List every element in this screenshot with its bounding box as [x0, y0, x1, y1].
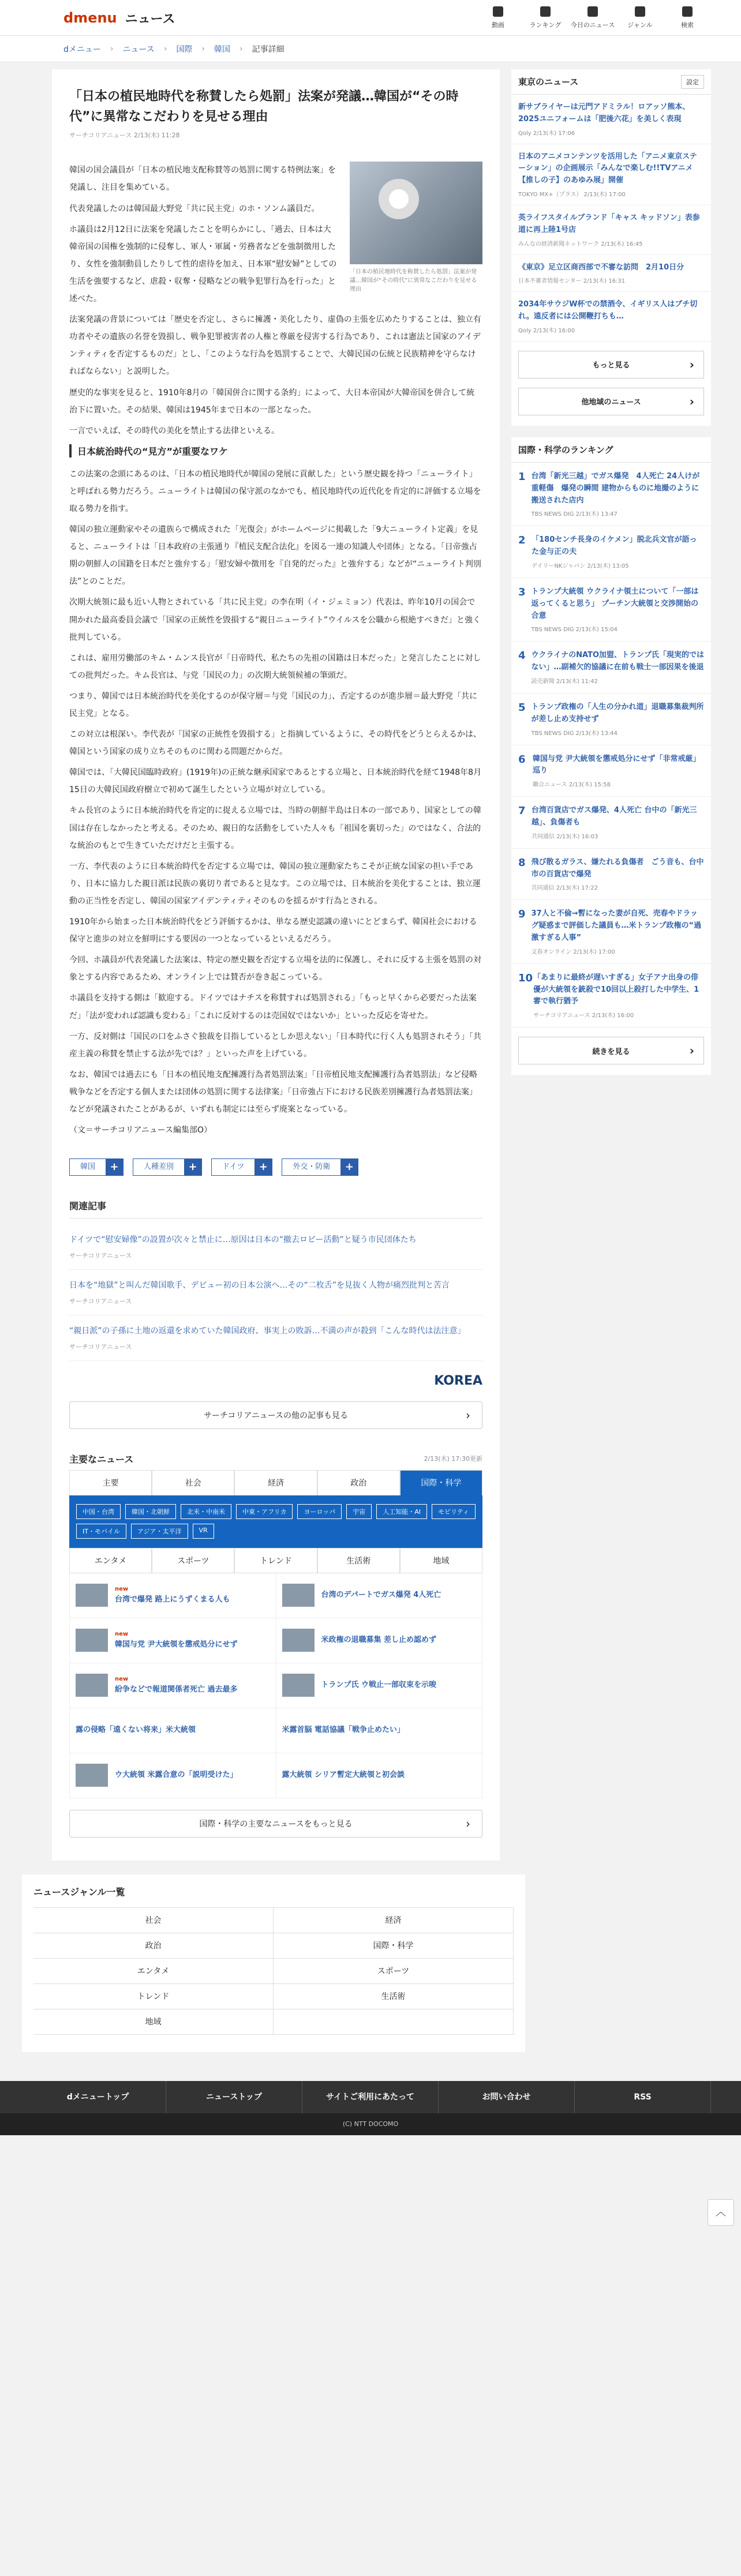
- subtag[interactable]: モビリティ: [432, 1504, 476, 1519]
- video-icon: [493, 6, 503, 17]
- subtag[interactable]: IT・モバイル: [76, 1524, 126, 1539]
- local-news-item[interactable]: 日本のアニメコンテンツを活用した「アニメ東京ステーション」の企画展示「みんなで楽しむ!!TVアニメ【推しの子】のあゆみ展」開催 TOKYO MX+（プラス） 2/13(木) 17:00: [511, 144, 711, 205]
- main-news-heading: 主要なニュース: [69, 1453, 134, 1465]
- genre-list: [22, 1874, 525, 2052]
- paragraph: この法案の念頭にあるのは、「日本の植民地時代が韓国の発展に貢献した」という歴史観を持つ「ニューライト」と呼ばれる勢力だろう。ニューライトは韓国の保守派のなかでも、植民地時代の近代化を肯定的に評価する立場を取る勢力を指す。: [69, 469, 481, 513]
- plus-icon[interactable]: +: [184, 1159, 201, 1175]
- dmenu-logo[interactable]: dmenu: [63, 10, 117, 26]
- genre-sports[interactable]: スポーツ: [274, 1959, 514, 1984]
- news-item[interactable]: new 台湾で爆発 路上にうずくまる人も: [70, 1573, 276, 1618]
- subtag[interactable]: 韓国・北朝鮮: [125, 1504, 176, 1519]
- genre-trend[interactable]: トレンド: [33, 1984, 274, 2009]
- more-articles-button[interactable]: サーチコリアニュースの他の記事も見る ›: [69, 1401, 482, 1429]
- thumbnail: [282, 1674, 315, 1697]
- grid-icon: [635, 6, 645, 17]
- subtag[interactable]: VR: [193, 1524, 214, 1539]
- paragraph: 一方、李代表のように日本統治時代を否定する立場では、韓国の独立運動家たちこそが正統な国家の担い手であり、日本に協力した親日派は民族の裏切り者であると見なす。この立場では、日本統治を美化することは、独立運動の正当性を否定し、韓国の国家アイデンティティそのものを揺るがす行為とされる。: [69, 861, 481, 906]
- news-item[interactable]: new 韓国与党 尹大統領を懲戒処分にせず: [70, 1618, 276, 1663]
- tag-diplomacy[interactable]: 外交・防衛 +: [282, 1158, 358, 1176]
- breadcrumb-korea[interactable]: 韓国: [214, 45, 231, 54]
- genre-life[interactable]: 生活術: [274, 1984, 514, 2009]
- footer-rss[interactable]: RSS: [575, 2081, 711, 2113]
- paragraph: ホ議員は2月12日に法案を発議したことを明らかにし、「過去、日本は大韓帝国の国権を強制的に侵奪し、軍人・軍属・労務者などを強制徴用したり、女性を強制動員したりして性的虐待を加え、日本軍“慰安婦”としての生活を強要するなど、虐殺・収奪・侵略などの戦争犯罪行為を行った」と述べた。: [69, 224, 337, 304]
- tab-entertainment[interactable]: エンタメ: [69, 1548, 152, 1573]
- tab-trend[interactable]: トレンド: [234, 1548, 317, 1573]
- breadcrumb: dメニュー › ニュース › 国際 › 韓国 › 記事詳細: [63, 44, 285, 54]
- subtag[interactable]: アジア・太平洋: [131, 1524, 188, 1539]
- breadcrumb-news[interactable]: ニュース: [122, 45, 155, 54]
- paragraph: なお、韓国では過去にも「日本の植民地支配擁護行為者処罰法案」「日帝植民地支配擁護行為者処罰法」など侵略戦争などを否定する個人または団体の処罰に関する法律案」「日帝強占下における民族差別擁護行為者処罰法案」などが発議されたことがあるが、いずれも制定には至らず廃案となっている。: [69, 1070, 477, 1114]
- subtag[interactable]: 人工知能・AI: [376, 1504, 427, 1519]
- subtag[interactable]: 北米・中南米: [181, 1504, 231, 1519]
- article-figure[interactable]: [350, 162, 482, 294]
- tab-sports[interactable]: スポーツ: [152, 1548, 234, 1573]
- paragraph: 今回、ホ議員が代表発議した法案は、特定の歴史観を否定する立場を法的に保護し、それに反する主張を処罰の対象とする内容であるため、オンライン上では賛否が巻き起こっている。: [69, 955, 481, 983]
- genre-economy[interactable]: 経済: [274, 1908, 514, 1933]
- ranking-item[interactable]: 8 飛び散るガラス、嫌たれる負傷者 ごう音も、台中市の百貨店で爆発 共同通信 2/13(木) 17:22: [511, 849, 711, 901]
- paragraph: この対立は根深い。李代表が「国家の正統性を毀損する」と指摘しているように、その時代をどうとらえるかは、韓国という国家の成り立ちそのものに関わる問題だからだ。: [69, 730, 481, 757]
- paragraph: これは、雇用労働部のキム・ムンス長官が「日帝時代、私たちの先祖の国籍は日本だった」と発言したことに対しての批判だった。キム長官は、与党「国民の力」の次期大統領候補の筆頭だ。: [69, 653, 481, 680]
- genre-region[interactable]: 地域: [33, 2009, 274, 2035]
- news-item[interactable]: ウ大統領 米露合意の「説明受けた」: [70, 1753, 276, 1798]
- tab-society[interactable]: 社会: [152, 1470, 234, 1495]
- paragraph: ホ議員を支持する側は「歓迎する。ドイツではナチスを称賛すれば処罰される」「もっと早くから必要だった法案だ」「法が変われば認識も変わる」「これに反対するのは売国奴ではないか」といった反応を寄せた。: [69, 993, 477, 1021]
- ranking-item[interactable]: 5 トランプ政権の「人生の分かれ道」退職募集裁判所が差し止め支持せず TBS NEWS DIG 2/13(木) 13:44: [511, 693, 711, 745]
- article-meta: サーチコリアニュース 2/13(木) 11:28: [69, 132, 180, 140]
- thumbnail: [76, 1584, 108, 1607]
- ranking-item[interactable]: 6 韓国与党 尹大統領を懲戒処分にせず「非常戒厳」巡り 聯合ニュース 2/13(木) 15:58: [511, 745, 711, 797]
- breadcrumb-current: 記事詳細: [252, 45, 285, 54]
- search-icon: [682, 6, 693, 17]
- genre-heading: ニュースジャンル一覧: [33, 1886, 125, 1898]
- ranking-item[interactable]: 4 ウクライナのNATO加盟、トランプ氏「現実的ではない」…副補欠的協議に在前も戦士一部因果を後退 読売新聞 2/13(木) 11:42: [511, 642, 711, 693]
- footer-terms[interactable]: サイトご利用にあたって: [302, 2081, 439, 2113]
- newspaper-icon: [587, 6, 598, 17]
- more-local-button[interactable]: もっと見る ›: [518, 351, 704, 378]
- genre-empty: [274, 2009, 514, 2035]
- local-news-heading: 東京のニュース: [518, 77, 579, 87]
- paragraph: 韓国の独立運動家やその遺族らで構成された「光復会」がホームページに掲載した「9大ニューライト定義」を見ると、ニューライトは「日本政府の主張通り『植民支配合法化』を図る一連の知識人や団体」となる。「日帝強占期の朝鮮人の国籍を日本だと強弁する」「慰安婦や徴用を『自発的だった』と強弁する」などが“ニューライト判別法”とのことだ。: [69, 525, 481, 587]
- local-news-item[interactable]: 英ライフスタイルブランド「キャス キッドソン」表参道に再上陸1号店 みんなの経済新聞ネットワーク 2/13(木) 16:45: [511, 205, 711, 255]
- article-title: 「日本の植民地時代を称賛したら処罰」法案が発議…韓国が“その時代”に異常なこだわりを見せる理由: [69, 89, 459, 125]
- news-item[interactable]: 露大統領 シリア暫定大統領と初会談: [276, 1753, 483, 1798]
- subtag[interactable]: 中国・台湾: [76, 1504, 121, 1519]
- thumbnail: [282, 1584, 315, 1607]
- site-logo[interactable]: [63, 9, 175, 27]
- news-item[interactable]: 台湾のデパートでガス爆発 4人死亡: [276, 1573, 483, 1618]
- tab-economy[interactable]: 経済: [234, 1470, 317, 1495]
- trophy-icon: [540, 6, 551, 17]
- paragraph: 代表発議したのは韓国最大野党「共に民主党」のホ・ソンム議員だ。: [69, 204, 320, 213]
- subtag[interactable]: ヨーロッパ: [297, 1504, 342, 1519]
- genre-politics[interactable]: 政治: [33, 1933, 274, 1959]
- paragraph: キム長官のように日本統治時代を肯定的に捉える立場では、当時の朝鮮半島は日本の一部であり、国家としての韓国は存在しなかったと考える。そのため、親日的な活動をしていた人々も「祖国を裏切った」のではなく、合法的な統治のもとで生きていただけだと主張する。: [69, 806, 481, 850]
- footer-contact[interactable]: お問い合わせ: [439, 2081, 575, 2113]
- main-news-grid: [69, 1573, 482, 1798]
- top-bar: [0, 0, 741, 36]
- paragraph: 一方、反対側は「国民の口をふさぐ独裁を目指しているとしか思えない」「日本時代に行く人も処罰されそう」「共産主義の称賛を禁止する法が先では？」といった声を上げている。: [69, 1032, 481, 1059]
- news-item[interactable]: new 紛争などで報道関係者死亡 過去最多: [70, 1663, 276, 1708]
- search-button[interactable]: 検索: [664, 6, 711, 29]
- ranking-item[interactable]: 9 37人と不倫→暫になった妻が自死、売春やドラッグ疑惑まで評価した議員も…米トランプ政権の“過激すぎる人事” 文春オンライン 2/13(木) 17:00: [511, 900, 711, 963]
- paragraph: 韓国では、「大韓民国臨時政府」(1919年)の正統な継承国家であるとする立場と、日本統治時代を経て1948年8月15日の大韓民国政府樹立で初めて誕生したという立場が対立している。: [69, 768, 482, 795]
- ranking-item[interactable]: 7 台湾百貨店でガス爆発、4人死亡 台中の「新光三越」、負傷者も 共同通信 2/13(木) 16:03: [511, 797, 711, 849]
- subtag-list: [69, 1497, 482, 1548]
- korean-flag-image: [379, 179, 419, 219]
- more-international-button[interactable]: 国際・科学の主要なニュースをもっと見る ›: [69, 1810, 482, 1838]
- genre-international[interactable]: 国際・科学: [274, 1933, 514, 1959]
- tag-list: [69, 1158, 482, 1176]
- news-item[interactable]: トランプ氏 ウ戦止一部収束を示唆: [276, 1663, 483, 1708]
- related-heading: 関連記事: [69, 1199, 482, 1218]
- tab-politics[interactable]: 政治: [317, 1470, 400, 1495]
- breadcrumb-international[interactable]: 国際: [176, 45, 193, 54]
- paragraph: 歴史的な事実を見ると、1910年8月の「韓国併合に関する条約」によって、大日本帝国が大韓帝国を併合して統治下に置いた。その結果、韓国は1945年まで日本の一部となった。: [69, 388, 475, 415]
- paragraph: つまり、韓国では日本統治時代を美化するのが保守層＝与党「国民の力」、否定するのが進歩層＝最大野党「共に民主党」となる。: [69, 691, 477, 718]
- related-item[interactable]: ドイツで“慰安婦像”の設置が次々と禁止に…原因は日本の“撤去ロビー活動”と疑う市民団体たち サーチコリアニュース: [69, 1224, 482, 1270]
- tab-life[interactable]: 生活術: [317, 1548, 400, 1573]
- subtag[interactable]: 中東・アフリカ: [236, 1504, 293, 1519]
- plus-icon[interactable]: +: [255, 1159, 272, 1175]
- paragraph: 次期大統領に最も近い人物とされている「共に民主党」の李在明（イ・ジェミョン）代表は、昨年10月の国会で開かれた最高委員会議で「国家の正統性を毀損する“親日ニューライト”ウイルスを公職から根絶すべきだ」と強く批判している。: [69, 598, 481, 642]
- genre-entertainment[interactable]: エンタメ: [33, 1959, 274, 1984]
- thumbnail: [282, 1629, 315, 1652]
- main-news-date: 2/13(木) 17:30更新: [424, 1455, 483, 1463]
- tab-main[interactable]: 主要: [69, 1470, 152, 1495]
- local-news-item[interactable]: 新サブライヤーは元門アドミラル！ロアッソ熊本、2025ユニフォームは「肥後六花」を美しく表現 Qoly 2/13(木) 17:06: [511, 95, 711, 144]
- thumbnail: [76, 1629, 108, 1652]
- today-news-button[interactable]: 今日のニュース: [569, 6, 616, 29]
- other-region-button[interactable]: 他地域のニュース ›: [518, 388, 704, 415]
- tag-germany[interactable]: ドイツ +: [211, 1158, 272, 1176]
- section-heading: 日本統治時代の“見方”が重要なワケ: [69, 444, 482, 458]
- tab-region[interactable]: 地域: [400, 1548, 482, 1573]
- local-news-item[interactable]: 《東京》足立区商西部で不審な訪問 2月10日分 日本不審者情報センター 2/13(木) 16:31: [511, 255, 711, 293]
- ranking-item[interactable]: 10 「あまりに最終が遅いすぎる」女子アナ出身の俳優が大統領を銃殺で10回以上殺打した中学生、1審で執行猶予 サーチコリアニュース 2/13(木) 16:00: [511, 964, 711, 1028]
- main-news-tabs: [69, 1470, 482, 1497]
- local-news-box: [511, 69, 711, 426]
- back-to-top-button[interactable]: ︿: [708, 2199, 734, 2226]
- article-body: [69, 162, 482, 1139]
- news-logo[interactable]: ニュース: [125, 12, 175, 27]
- news-item[interactable]: 米露首脳 電話協議「戦争止めたい」: [276, 1708, 483, 1753]
- footer: [0, 2081, 741, 2135]
- ranking-item[interactable]: 1 台湾「新光三越」でガス爆発 4人死亡 24人けが重軽傷 爆発の瞬間 建物からものに地撮のように搬送された店内 TBS NEWS DIG 2/13(木) 13:47: [511, 463, 711, 526]
- paragraph: 韓国の国会議員が「日本の植民地支配称賛等の処罰に関する特例法案」を発議し、注目を集めている。: [69, 166, 336, 193]
- copyright: (C) NTT DOCOMO: [0, 2113, 741, 2135]
- article-photo[interactable]: [350, 162, 482, 264]
- genre-button[interactable]: ジャンル: [616, 6, 664, 29]
- tag-racism[interactable]: 人種差別 +: [133, 1158, 202, 1176]
- ranking-heading: 国際・科学のランキング: [518, 444, 613, 455]
- plus-icon[interactable]: +: [340, 1159, 358, 1175]
- paragraph: 一言でいえば、その時代の美化を禁止する法律といえる。: [69, 426, 279, 436]
- breadcrumb-dmenu[interactable]: dメニュー: [63, 45, 101, 54]
- ranking-item[interactable]: 2 「180センチ長身のイケメン」脱北兵文官が語った金与正の夫 デイリーNKジャパン 2/13(木) 13:05: [511, 526, 711, 578]
- plus-icon[interactable]: +: [106, 1159, 123, 1175]
- setting-button[interactable]: 設定: [681, 75, 704, 89]
- source-logo[interactable]: KOREA: [434, 1374, 483, 1389]
- news-item[interactable]: 露の侵略「遠くない将来」米大統領: [70, 1708, 276, 1753]
- ranking-more-button[interactable]: 続きを見る ›: [518, 1037, 704, 1064]
- tag-korea[interactable]: 韓国 +: [69, 1158, 124, 1176]
- ranking-box: [511, 437, 711, 1075]
- footer-news-top[interactable]: ニューストップ: [166, 2081, 302, 2113]
- paragraph: （文＝サーチコリアニュース編集部O）: [69, 1126, 212, 1135]
- tab-international[interactable]: 国際・科学: [400, 1470, 482, 1495]
- sidebar: [511, 69, 711, 1861]
- related-item[interactable]: 日本を“地獄”と叫んだ韓国歌手、デビュー初の日本公演へ…その“二枚舌”を見抜く人物が痛烈批判と苦言 サーチコリアニュース: [69, 1270, 482, 1315]
- local-news-item[interactable]: 2034年サウジW杯での禁酒令、イギリス人はブチ切れ。遠反者には公開鞭打ちも… Qoly 2/13(木) 16:00: [511, 292, 711, 342]
- photo-caption: 「日本の植民地時代を称賛したら処罰」法案が発議…韓国が“その時代”に異常なこだわりを見せる理由: [350, 269, 477, 293]
- ranking-item[interactable]: 3 トランプ大統領 ウクライナ領土について「一部は返ってくると思う」 プーチン大統領と交渉開始の合意 TBS NEWS DIG 2/13(木) 15:04: [511, 578, 711, 642]
- thumbnail: [76, 1764, 108, 1787]
- paragraph: 1910年から始まった日本統治時代をどう評価するかは、単なる歴史認識の違いにとどまらず、韓国社会における保守と進歩の対立を鮮明にする要因の一つとなっているといえるだろう。: [69, 917, 477, 944]
- footer-dmenu-top[interactable]: dメニュートップ: [30, 2081, 166, 2113]
- ranking-button[interactable]: ランキング: [522, 6, 569, 29]
- thumbnail: [76, 1674, 108, 1697]
- genre-society[interactable]: 社会: [33, 1908, 274, 1933]
- video-button[interactable]: 動画: [474, 6, 522, 29]
- paragraph: 法案発議の背景については「歴史を否定し、さらに擁護・美化したり、虚偽の主張を広めたりすることは、独立有功者やその遺族の名誉を毀損し、戦争犯罪被害者の人権と尊厳を侵害する行為であり、これは憲法と国家のアイデンティティを否定するものだ」とし、「このような行為を処罰することで、大韓民国の伝統と民族精神を守らなければならない」と説明した。: [69, 315, 481, 377]
- secondary-tabs: [69, 1548, 482, 1573]
- related-item[interactable]: “親日派”の子孫に土地の返還を求めていた韓国政府、事実上の敗訴…不満の声が殺到「こんな時代は法注意」 サーチコリアニュース: [69, 1315, 482, 1361]
- news-item[interactable]: 米政権の退職募集 差し止め認めず: [276, 1618, 483, 1663]
- article-column: [52, 69, 500, 1861]
- subtag[interactable]: 宇宙: [346, 1504, 372, 1519]
